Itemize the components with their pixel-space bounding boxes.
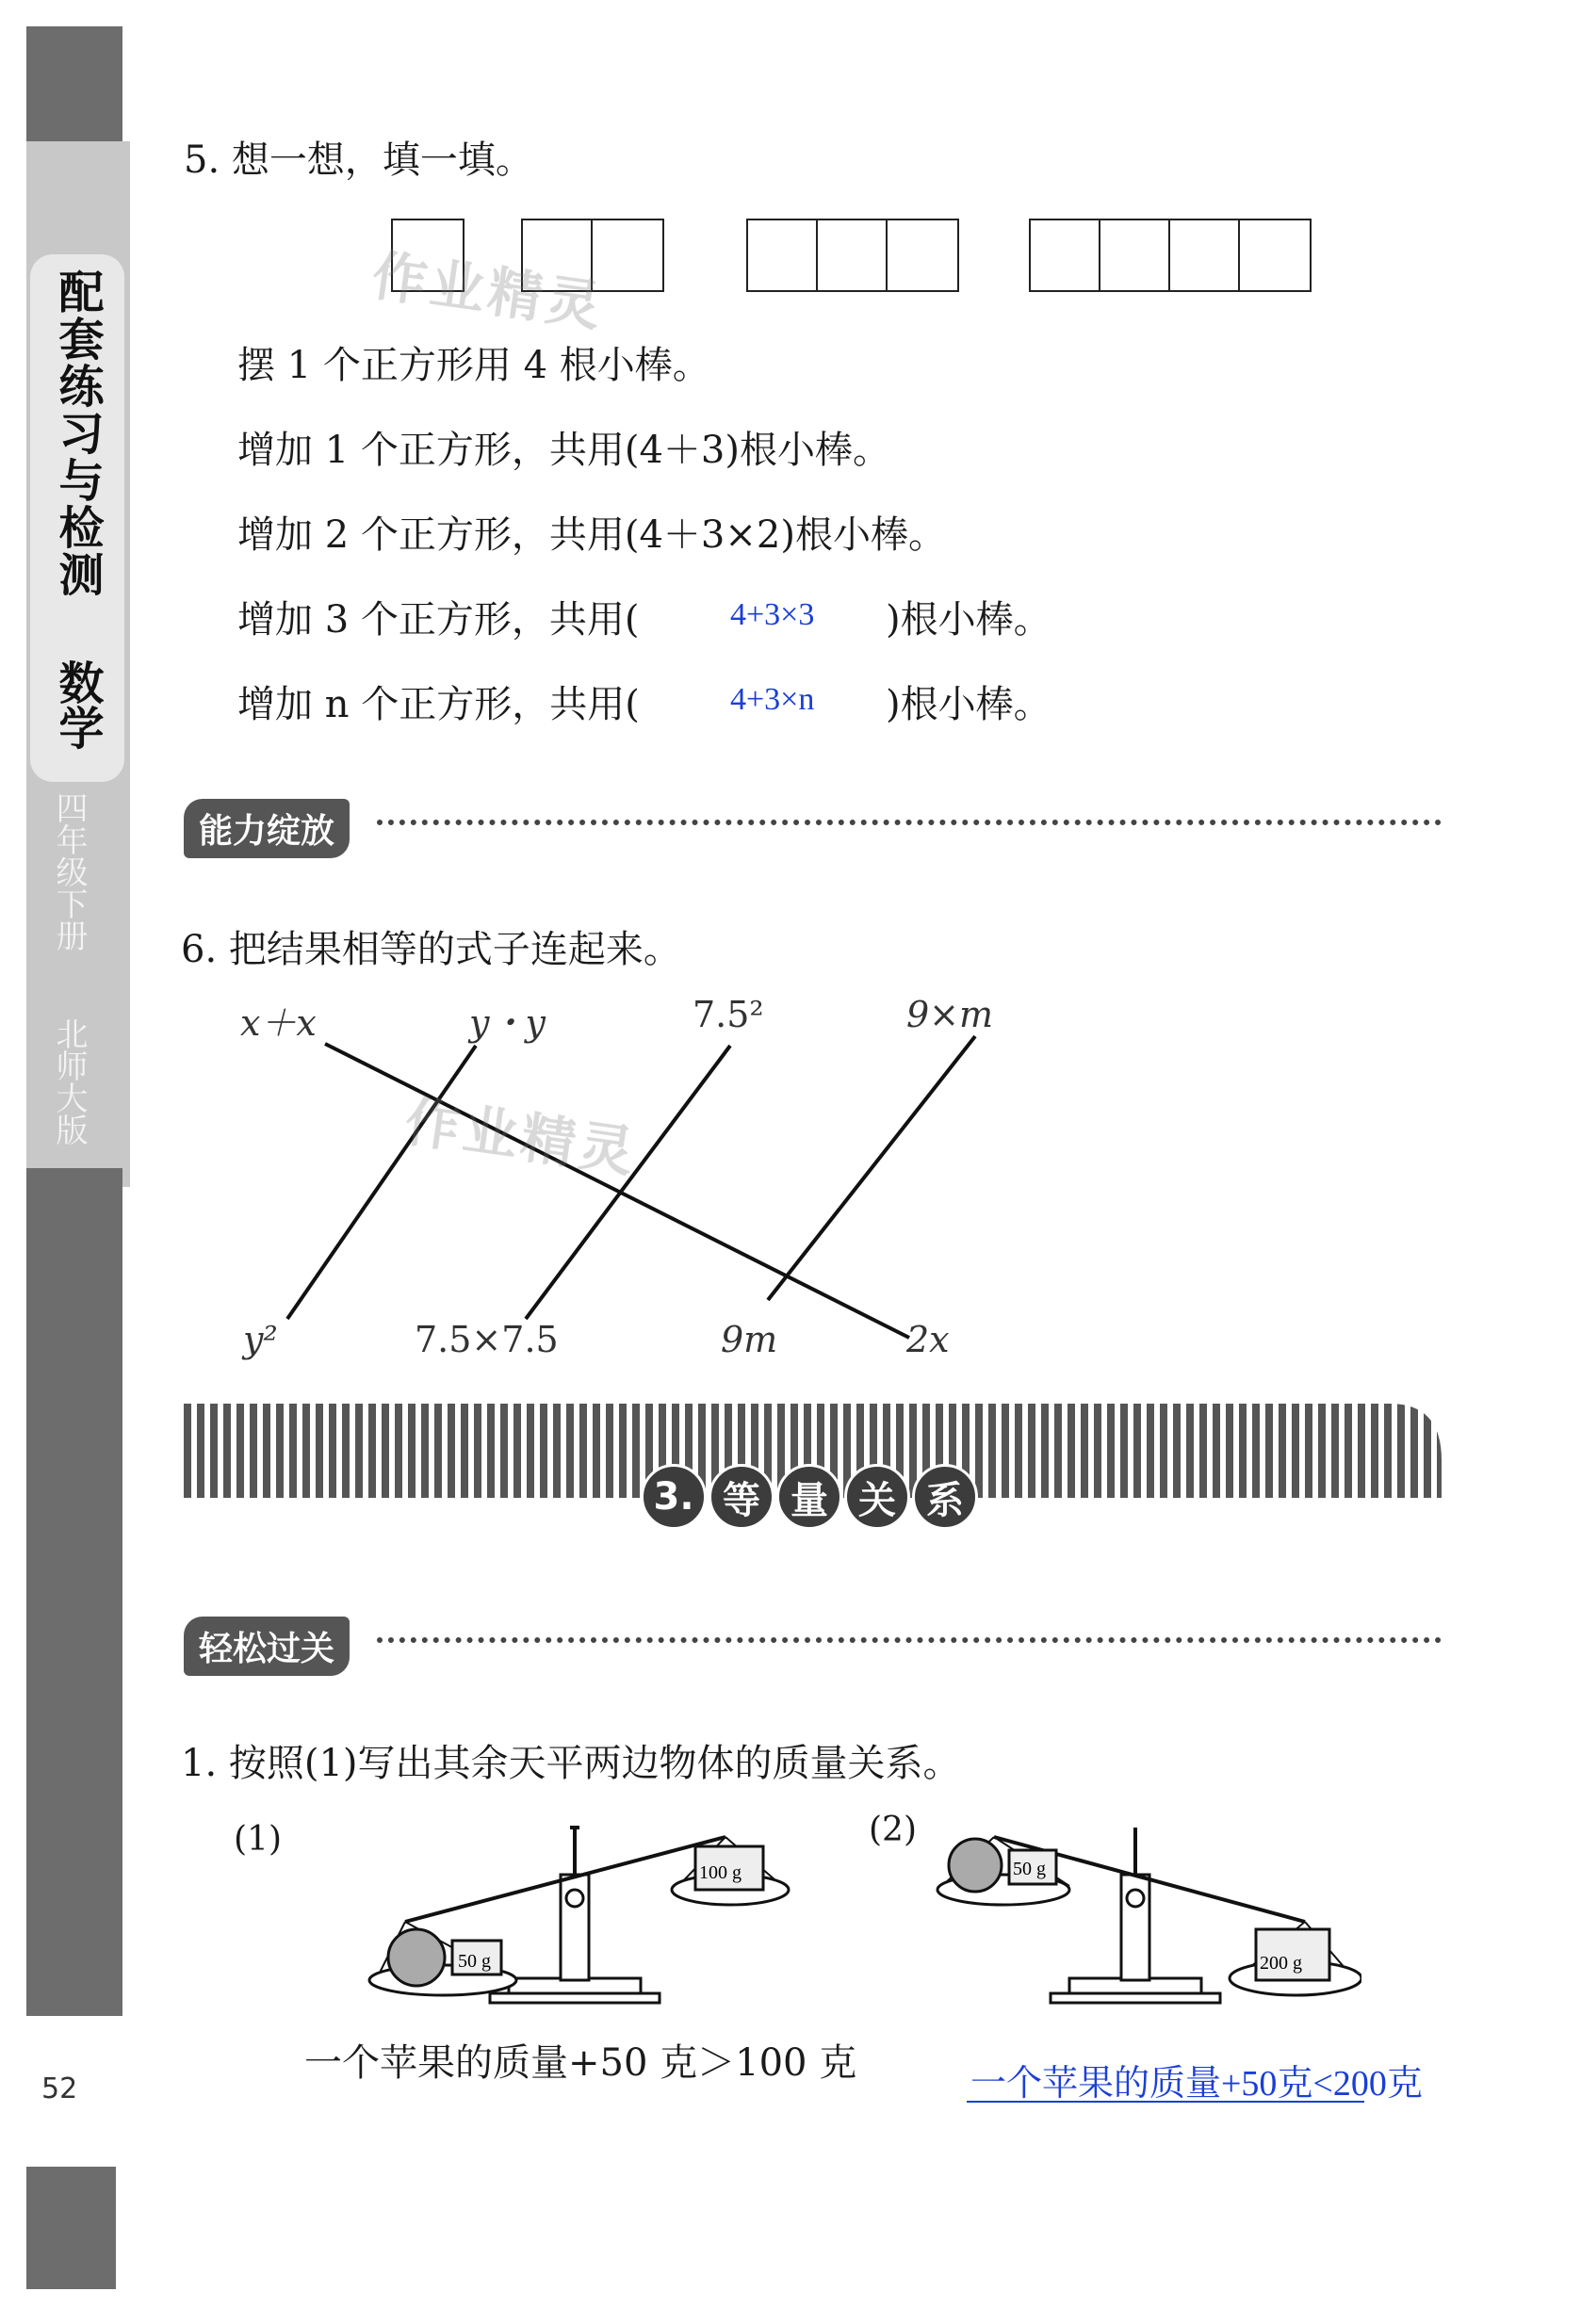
q5-fill-2-answer: 4+3×n [730,682,815,717]
q5-line-1: 摆 1 个正方形用 4 根小棒。 [237,344,710,387]
q5-line-2: 增加 1 个正方形，共用(4＋3)根小棒。 [237,429,890,472]
lesson-title-char-1: 等 [709,1464,774,1530]
weight-label-right-1: 100 g [699,1862,742,1883]
grade-label: 四年级下册 [50,791,88,951]
scale-1-label: (1) [234,1820,282,1859]
scale-1-caption: 一个苹果的质量+50 克＞100 克 [304,2041,857,2085]
expr-bottom-1: y² [243,1319,278,1360]
watermark: 作业精灵 [367,243,609,339]
q5-fill-2-suffix: )根小棒。 [886,683,1051,726]
q5-prompt: 5. 想一想，填一填。 [184,138,533,182]
lesson-title [641,1464,999,1539]
weight-label-left-1: 50 g [458,1951,491,1972]
lesson-title-char-4: 系 [912,1464,978,1530]
q5-line-3: 增加 2 个正方形，共用(4＋3×2)根小棒。 [237,513,946,557]
balance-scale-1 [367,1818,801,2016]
expr-bottom-2: 7.5×7.5 [415,1319,559,1360]
section-badge-easy: 轻松过关 [184,1617,350,1676]
answer-underline [967,2101,1364,2103]
subject-label: 数学 [51,659,104,750]
match-line-9-times-m [768,1036,975,1300]
edition-label: 北师大版 [50,1017,88,1146]
lesson-number: 3. [641,1464,707,1530]
lesson-title-char-3: 关 [844,1464,910,1530]
q5-fill-1-answer: 4+3×3 [730,597,815,632]
q6-prompt: 6. 把结果相等的式子连起来。 [181,928,681,971]
expr-top-2: y・y [469,1002,546,1044]
balance-scale-2 [928,1818,1361,2016]
section-badge-ability: 能力绽放 [184,799,350,858]
weight-label-left-2: 50 g [1013,1859,1046,1879]
expr-top-4: 9×m [906,994,994,1035]
expr-bottom-3: 9m [721,1319,778,1360]
q5-fill-1-suffix: )根小棒。 [886,598,1051,642]
expr-bottom-4: 2x [906,1319,950,1360]
expr-top-3: 7.5² [693,994,764,1035]
q5-fill-1-prefix: 增加 3 个正方形，共用( [237,598,640,642]
weight-label-right-2: 200 g [1260,1953,1302,1974]
q1-prompt: 1. 按照(1)写出其余天平两边物体的质量关系。 [181,1742,961,1785]
page-number: 52 [41,2072,78,2105]
dotted-divider-2 [377,1637,1442,1643]
scale-2-answer: 一个苹果的质量+50克<200克 [970,2064,1423,2104]
scale-2-label: (2) [869,1811,917,1849]
book-title: 配套练习与检测 [51,268,104,598]
watermark: 作业精灵 [400,1089,642,1185]
q5-fill-2-prefix: 增加 n 个正方形，共用( [237,683,640,726]
expr-top-1: x＋x [240,1002,317,1044]
lesson-title-char-2: 量 [776,1464,842,1530]
